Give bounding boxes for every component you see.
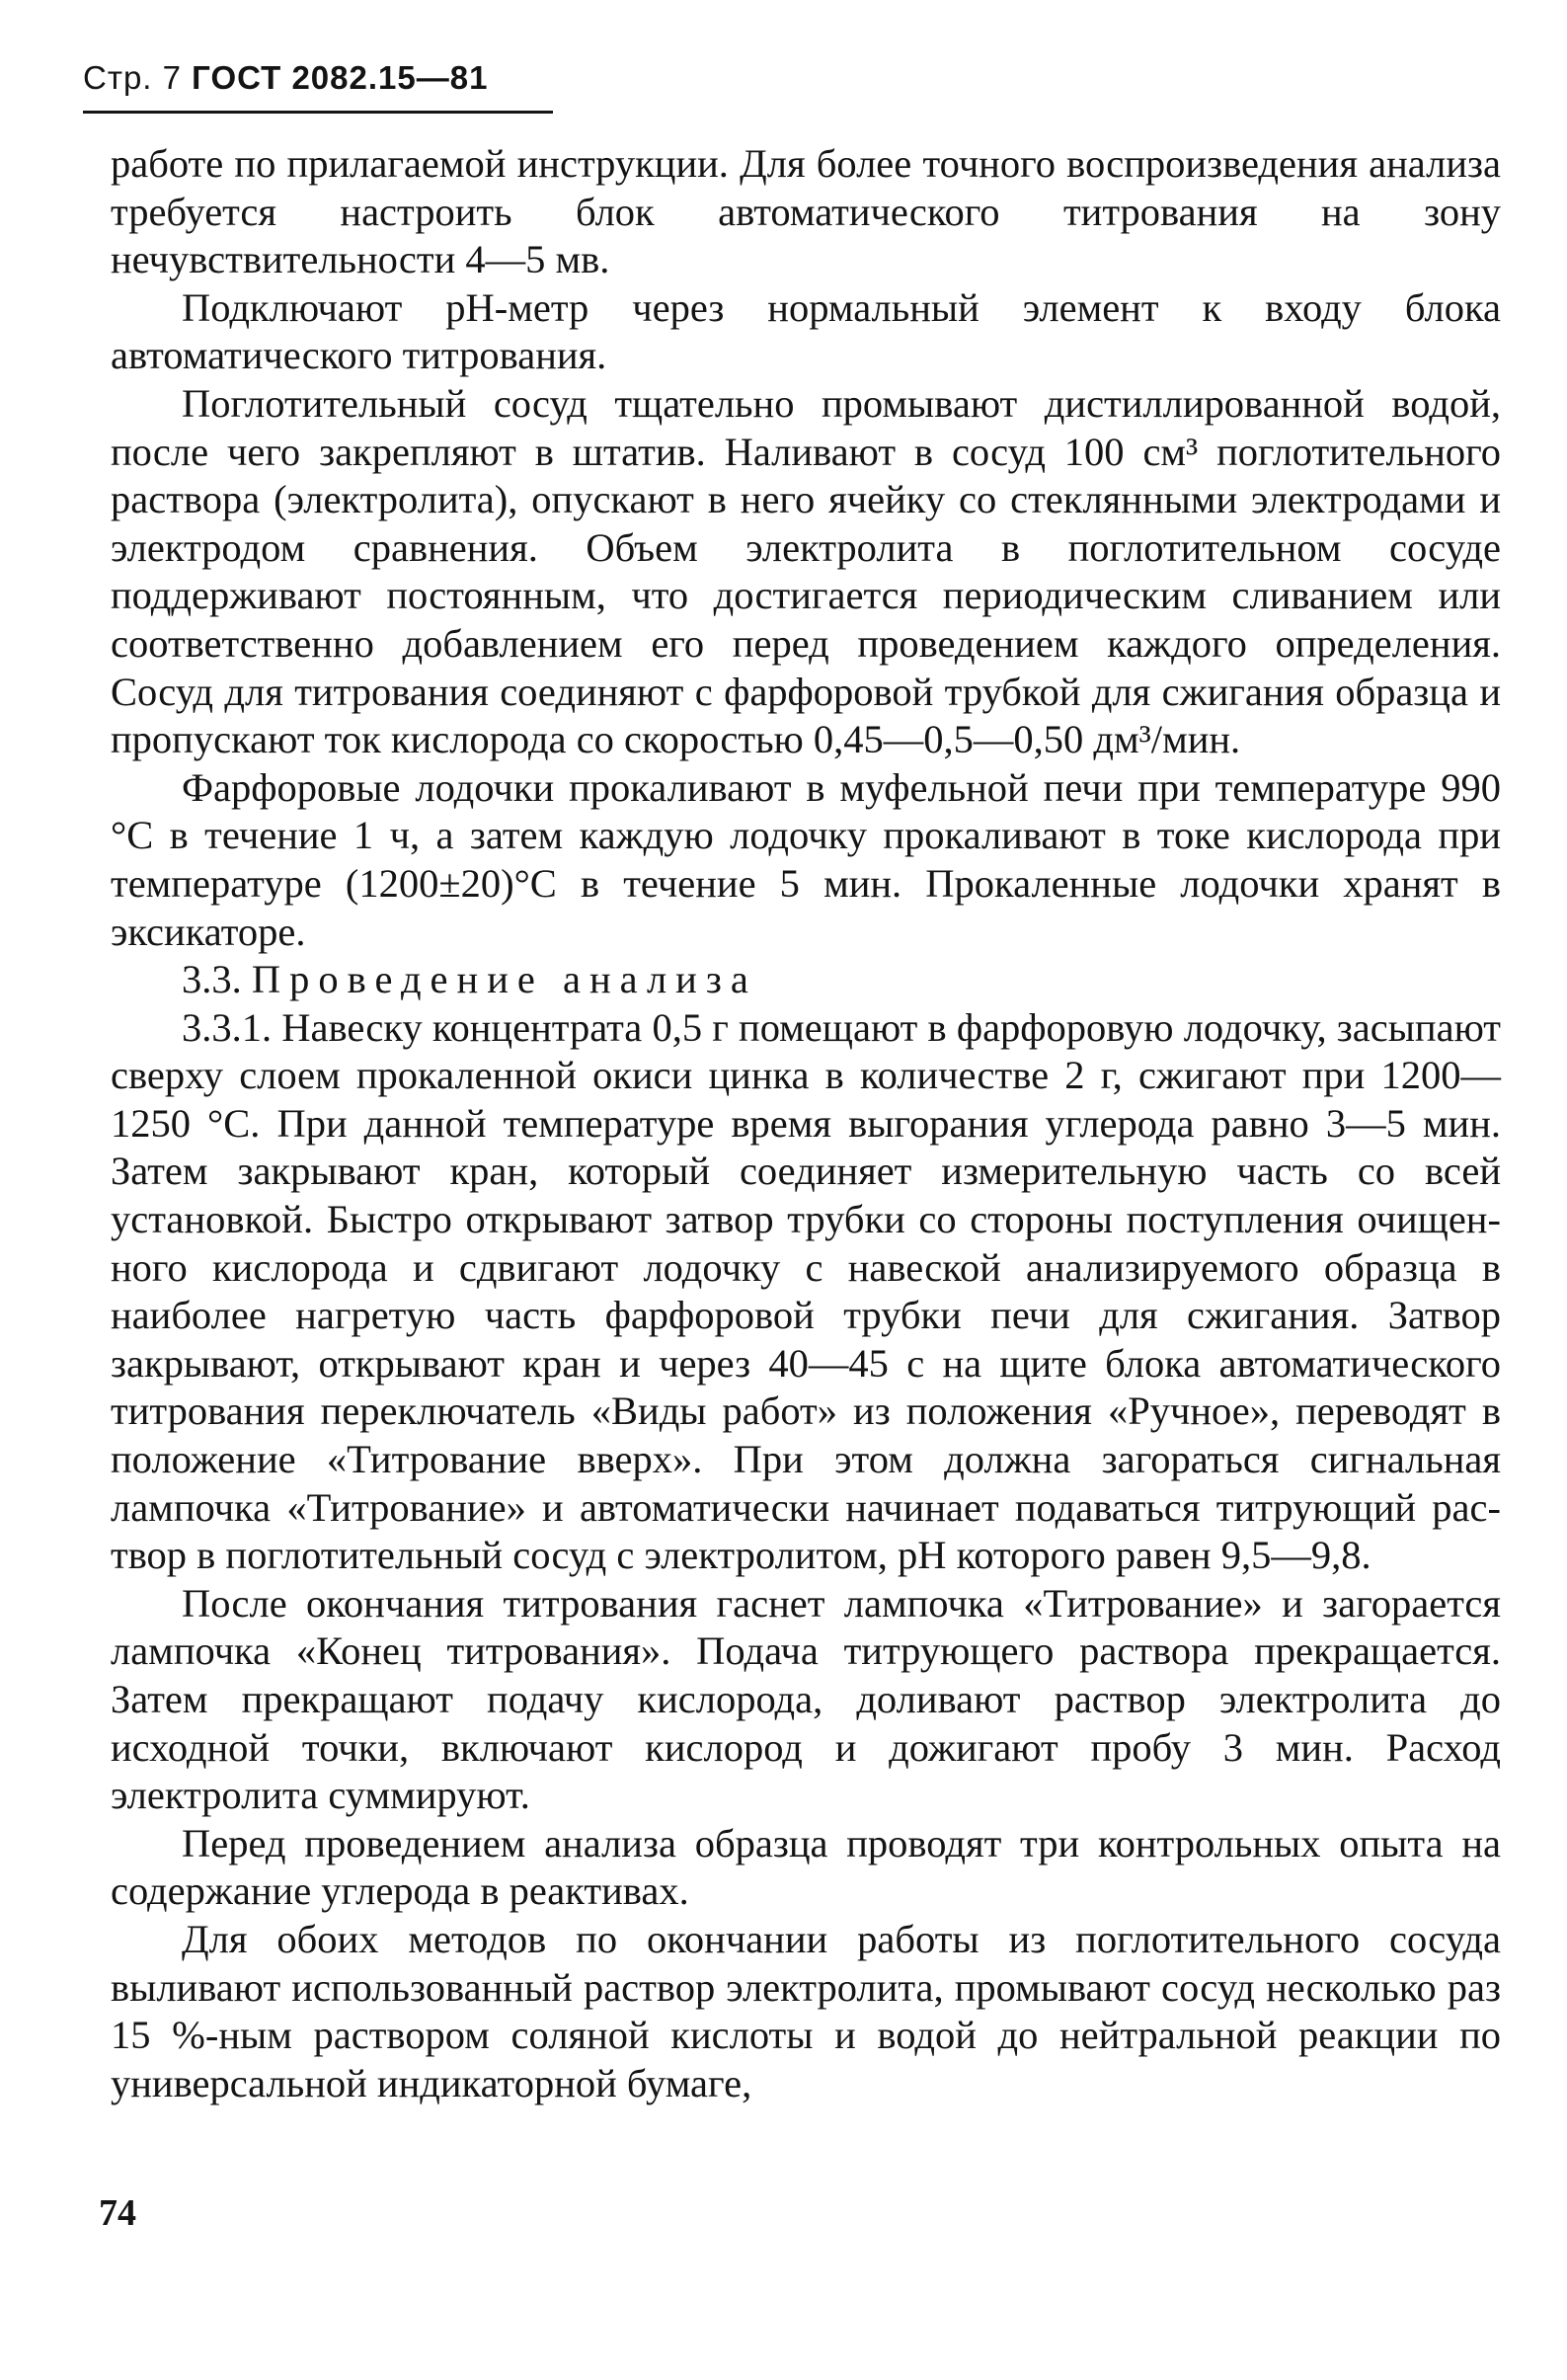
paragraph-titration-end: После окончания титрования гаснет лампочка «Титрование» и загорается лампочка «Конец титрования». Подача титрующего раствора прекращается. Затем прекращают подачу кислорода, доливают раствор электролита до исходной точки, включают кислород и дожигают пробу 3 мин. Расход электролита суммируют. <box>111 1580 1501 1818</box>
paragraph-cleaning: Для обоих методов по окончании работы из поглотительного сосуда выливают использованный раствор электролита, промывают сосуд несколько раз 15 %-ным раствором соляной кислоты и водой до нейтральной реакции по универсальной индикаторной бумаге, <box>111 1916 1501 2105</box>
section-heading <box>111 956 1501 1004</box>
paragraph-continuation: работе по прилагаемой инструкции. Для более точного воспроизведения анализа требуется настроить блок автоматического титрования на зону нечувствительности 4—5 мв. <box>111 141 1501 282</box>
page-number: 74 <box>99 2192 136 2234</box>
running-header <box>83 59 488 97</box>
section-title: Проведение анализа <box>251 957 757 1002</box>
standard-designation: ГОСТ 2082.15—81 <box>192 59 489 96</box>
paragraph-3-3-1: 3.3.1. Навеску концентрата 0,5 г помещают в фарфоровую лодочку, засыпают сверху слоем прокаленной окиси цинка в количестве 2 г, сжигают при 1200—1250 °С. При данной температуре время выгорания углерода равно 3—5 мин. Затем закрывают кран, который соединяет измерительную часть со всей установкой. Быстро открывают затвор трубки со стороны поступления очищенного кислорода и сдвигают лодочку с навеской анализируемого образца в наиболее нагретую часть фарфоровой трубки печи для сжигания. Затвор закрывают, открывают кран и через 40—45 с на щите блока автоматического титрования переключатель «Виды работ» из положения «Ручное», переводят в положение «Титрование вверх». При этом должна загораться сигнальная лампочка «Титрование» и автоматически начинает подаваться титрующий раствор в поглотительный сосуд с электролитом, pH которого равен 9,5—9,8. <box>111 1004 1501 1578</box>
page-label: Стр. 7 <box>83 59 182 96</box>
paragraph-control-tests: Перед проведением анализа образца проводят три контрольных опыта на содержание углерода в реактивах. <box>111 1820 1501 1914</box>
header-rule <box>83 111 553 114</box>
paragraph-ph-meter: Подключают pH-метр через нормальный элемент к входу блока автоматического титрования. <box>111 284 1501 378</box>
section-number: 3.3. <box>182 957 242 1002</box>
paragraph-absorption-vessel: Поглотительный сосуд тщательно промывают дистиллированной водой, после чего закрепляют в штатив. Наливают в сосуд 100 см³ поглотительного раствора (электролита), опускают в него ячейку со стеклянными электродами и электродом сравнения. Объем электролита в поглотительном сосуде поддерживают постоянным, что достигается периодическим сливанием или соответственно добавлением его перед проведением каждого определения. Сосуд для титрования соединяют с фарфоровой трубкой для сжигания образца и пропускают ток кислорода со скоростью 0,45—0,5—0,50 дм³/мин. <box>111 380 1501 762</box>
body-text <box>111 140 1501 2107</box>
paragraph-boats: Фарфоровые лодочки прокаливают в муфельной печи при температуре 990 °С в течение 1 ч, а затем каждую лодочку прокаливают в токе кислорода при температуре (1200±20)°С в течение 5 мин. Прокаленные лодочки хранят в эксикаторе. <box>111 764 1501 954</box>
